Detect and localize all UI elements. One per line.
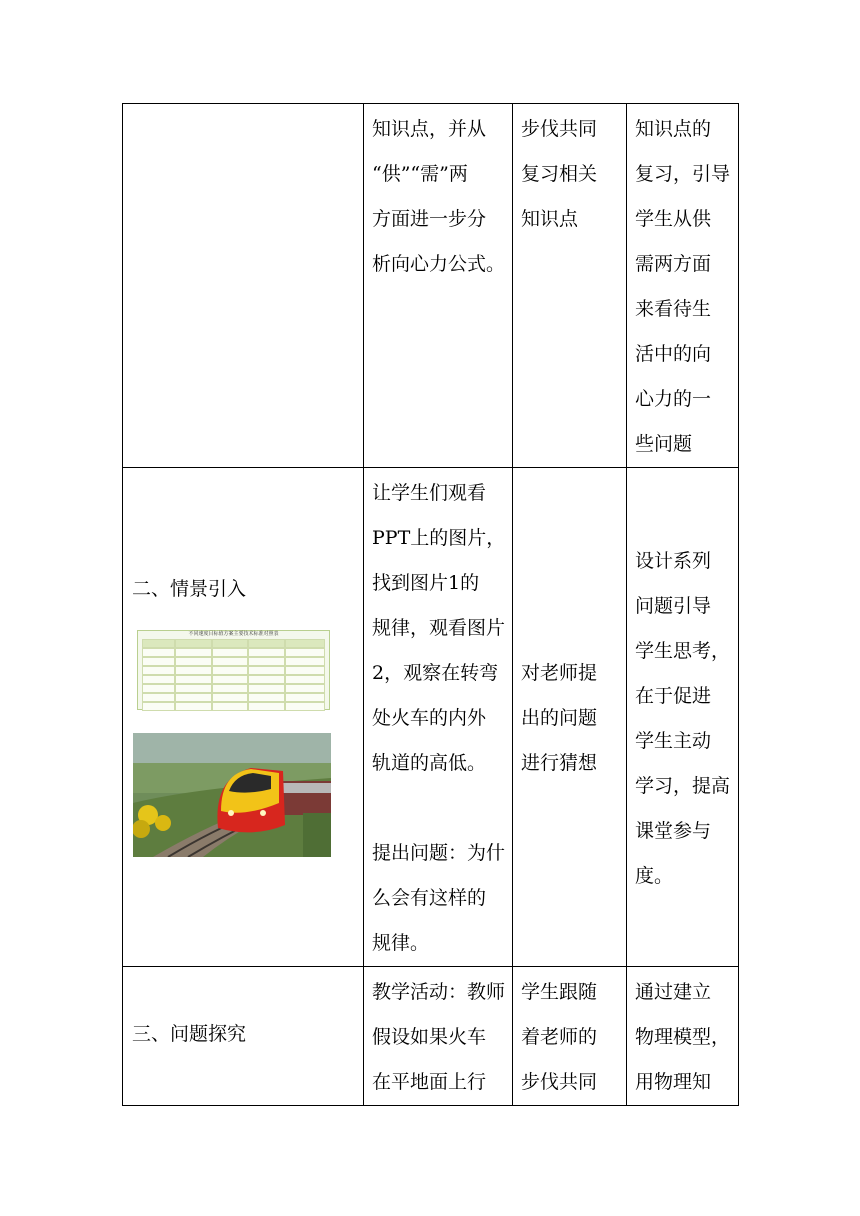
design-intent-cell xyxy=(627,468,739,967)
teacher-activity-text: 教学活动：教师 假设如果火车 在平地面上行 xyxy=(372,981,506,1093)
student-activity-cell xyxy=(513,104,627,468)
teacher-activity-text: 知识点，并从 “供”“需”两 方面进一步分 析向心力公式。 xyxy=(372,118,506,275)
mini-table-grid xyxy=(142,639,325,711)
design-intent-text: 通过建立 物理模型， 用物理知 xyxy=(635,981,731,1093)
stage-label: 三、问题探究 xyxy=(132,1023,247,1045)
design-intent-cell xyxy=(627,967,739,1106)
stage-label: 二、情景引入 xyxy=(132,578,247,600)
teacher-activity-cell xyxy=(364,967,513,1106)
student-activity-cell xyxy=(513,468,627,967)
figure-title: 不同速度目标值方案主要技术标准对照表 xyxy=(188,631,279,637)
stage-cell xyxy=(123,967,364,1106)
table-row xyxy=(123,468,739,967)
student-activity-text: 对老师提 出的问题 进行猜想 xyxy=(521,662,598,774)
stage-cell xyxy=(123,468,364,967)
design-intent-cell xyxy=(627,104,739,468)
design-intent-text: 知识点的 复习，引导 学生从供 需两方面 来看待生 活中的向 心力的一 些问题 xyxy=(635,118,731,455)
student-activity-text: 步伐共同 复习相关 知识点 xyxy=(521,118,598,230)
lesson-plan-table xyxy=(122,103,739,1106)
table-row xyxy=(123,967,739,1106)
table-row xyxy=(123,104,739,468)
high-speed-train-photo xyxy=(133,733,331,857)
teacher-activity-cell xyxy=(364,468,513,967)
railway-standards-table-image xyxy=(137,630,330,710)
student-activity-cell xyxy=(513,967,627,1106)
design-intent-text: 设计系列 问题引导 学生思考， 在于促进 学生主动 学习，提高 课堂参与 度。 xyxy=(635,549,731,887)
stage-cell xyxy=(123,104,364,468)
teacher-activity-text: 让学生们观看 PPT上的图片， 找到图片1的 规律，观看图片 2，观察在转弯 处火车的内外 轨道的高低。 提出问题：为什 么会有这样的 规律。 xyxy=(372,482,506,954)
student-activity-text: 学生跟随 着老师的 步伐共同 xyxy=(521,981,598,1093)
teacher-activity-cell xyxy=(364,104,513,468)
